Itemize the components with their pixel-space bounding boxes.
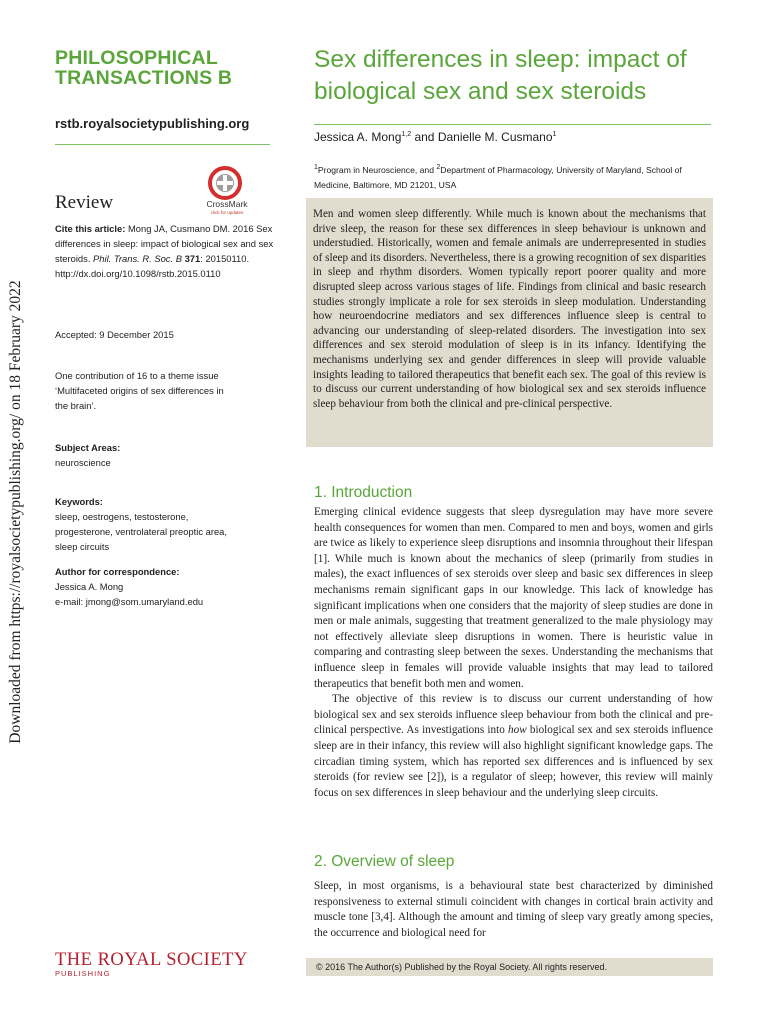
copyright-bar: © 2016 The Author(s) Published by the Royal Society. All rights reserved. bbox=[306, 958, 713, 976]
crossmark-sublabel: click for updates bbox=[210, 210, 244, 215]
citation-volume: 371 bbox=[184, 253, 201, 264]
affiliation-1: Program in Neuroscience, and bbox=[317, 164, 437, 175]
title-line1: Sex differences in sleep: impact of bbox=[314, 46, 687, 73]
citation-doi[interactable]: http://dx.doi.org/10.1098/rstb.2015.0110 bbox=[55, 268, 221, 279]
download-banner: Downloaded from https://royalsocietypublishing.org/ on 18 February 2022 bbox=[7, 280, 24, 744]
accepted-date: Accepted: 9 December 2015 bbox=[55, 329, 174, 340]
author-list bbox=[314, 130, 556, 144]
author-1-affiliation: 1,2 bbox=[401, 131, 412, 138]
citation-text: Mong JA, Cusmano DM. 2016 Sex differences in sleep: impact of biological sex and sex steroids. bbox=[55, 223, 274, 264]
journal-name-line1: PHILOSOPHICAL bbox=[55, 47, 218, 69]
correspondence-heading: Author for correspondence: bbox=[55, 566, 180, 577]
overview-body bbox=[314, 879, 713, 941]
title-divider bbox=[314, 124, 711, 125]
overview-paragraph-1: Sleep, in most organisms, is a behavioural state best characterized by diminished responsiveness to external stimuli coincident with changes in cortical brain activity and muscle tone [3,4]. Although the amount and timing of sleep vary greatly among species, the occurrence and biological need for bbox=[314, 880, 713, 939]
introduction-body bbox=[314, 505, 713, 801]
correspondence bbox=[55, 564, 275, 609]
paragraph-text: The objective of this review is to discuss our current understanding of how biological sex and sex steroids influence sleep behaviour from both the clinical and pre-clinical perspective. As investigations into bbox=[314, 693, 713, 737]
emphasis-text: how bbox=[508, 724, 527, 737]
left-divider bbox=[55, 144, 270, 145]
keywords-value: sleep, oestrogens, testosterone, progesterone, ventrolateral preoptic area, sleep circuits bbox=[55, 511, 227, 552]
author-2: Danielle M. Cusmano bbox=[437, 130, 553, 144]
affiliation-mark-1: 1 bbox=[314, 164, 318, 171]
article-type: Review bbox=[55, 192, 114, 213]
theme-issue-note: One contribution of 16 to a theme issue ‘Multifaceted origins of sex differences in the brain’. bbox=[55, 370, 224, 411]
abstract-text: Men and women sleep differently. While much is known about the mechanisms that drive sleep, the reason for these sex differences in sleep behaviour is unknown and understudied. Historically, women and female animals are underrepresented in studies of sleep and its disorders. Nevertheless, there is a growing recognition of sex disparities in sleep and rhythm disorders. Women typically report poorer quality and more disrupted sleep across various stages of life. Findings from clinical and basic research studies strongly implicate a role for sex steroids in sleep modulation. Understanding how neuroendocrine mediators and sex differences influence sleep is central to advancing our understanding of sleep-related disorders. The investigation into sex differences and sex steroid modulation of sleep is in its infancy. Identifying the mechanisms underlying sex and gender differences in sleep will provide valuable insights leading to tailored therapeutics that benefit each sex. The goal of this review is to discuss our current understanding of how biological sex and sex steroids influence sleep behaviour from both the clinical and pre-clinical perspective. bbox=[313, 208, 707, 410]
publisher-name: THE ROYAL SOCIETY bbox=[55, 950, 248, 970]
keywords-heading: Keywords: bbox=[55, 496, 103, 507]
journal-name-line2: TRANSACTIONS B bbox=[55, 67, 233, 89]
subject-areas bbox=[55, 440, 275, 470]
introduction-paragraph-1: Emerging clinical evidence suggests that sleep dysregulation may have more severe health consequences for women than men. Compared to men and boys, women and girls are twice as likely to experience sleep disruptions and insomnia throughout their lifespan [1]. While much is known about the mechanics of sleep (primarily from studies in males), the exact influences of sex steroids over sleep and basic sex differences in sleep mechanisms remain significant gaps in our knowledge. This lack of knowledge has significant implications when one considers that the majority of sleep studies are done in men or male animals, suggesting that treatment generalized to the male physiology may not effectively alleviate sleep disruptions in women. There is heuristic value in comparing and contrasting sleep between the sexes. Understanding the mechanisms that influence sleep in females will provide valuable insights that may lead to tailored therapeutics that benefit both men and women. bbox=[314, 506, 713, 690]
correspondence-email[interactable]: e-mail: jmong@som.umaryland.edu bbox=[55, 596, 204, 607]
publisher-logo bbox=[55, 951, 248, 978]
article-title bbox=[314, 44, 724, 108]
subject-areas-heading: Subject Areas: bbox=[55, 442, 121, 453]
affiliation-2: Department of Pharmacology, University of Maryland, School of Medicine, Baltimore, MD 21201, USA bbox=[314, 164, 682, 190]
title-line2: biological sex and sex steroids bbox=[314, 78, 647, 105]
journal-name bbox=[55, 48, 285, 88]
author-conjunction: and bbox=[411, 130, 438, 144]
affiliation-mark-2: 2 bbox=[436, 164, 441, 171]
citation-article-no: : 20150110. bbox=[200, 253, 250, 264]
author-2-affiliation: 1 bbox=[552, 131, 557, 138]
author-1: Jessica A. Mong bbox=[314, 130, 402, 144]
crossmark-badge[interactable] bbox=[193, 166, 261, 216]
publisher-sub: PUBLISHING bbox=[55, 969, 111, 978]
keywords bbox=[55, 494, 245, 554]
paragraph-text: biological sex and sex steroids influence sleep are in their infancy, this review will also highlight significant knowledge gaps. The circadian timing system, which has reported sex differences and is influenced by sex steroids (for review see [2]), is a regulator of sleep; however, this review will mainly focus on sex differences in sleep behaviour and the underlying sleep circuits. bbox=[314, 724, 713, 799]
section-heading-introduction: 1. Introduction bbox=[314, 484, 413, 501]
affiliations bbox=[314, 160, 714, 193]
section-heading-overview: 2. Overview of sleep bbox=[314, 853, 455, 870]
crossmark-label: CrossMark bbox=[206, 199, 248, 209]
introduction-paragraph-2 bbox=[314, 692, 713, 801]
abstract-box bbox=[306, 198, 713, 447]
citation-journal: Phil. Trans. R. Soc. B bbox=[93, 253, 182, 264]
journal-url[interactable]: rstb.royalsocietypublishing.org bbox=[55, 116, 250, 131]
subject-areas-value: neuroscience bbox=[55, 457, 111, 468]
citation-block bbox=[55, 221, 275, 281]
citation-heading: Cite this article: bbox=[55, 223, 126, 234]
crossmark-icon bbox=[201, 166, 249, 200]
correspondence-name: Jessica A. Mong bbox=[55, 581, 124, 592]
